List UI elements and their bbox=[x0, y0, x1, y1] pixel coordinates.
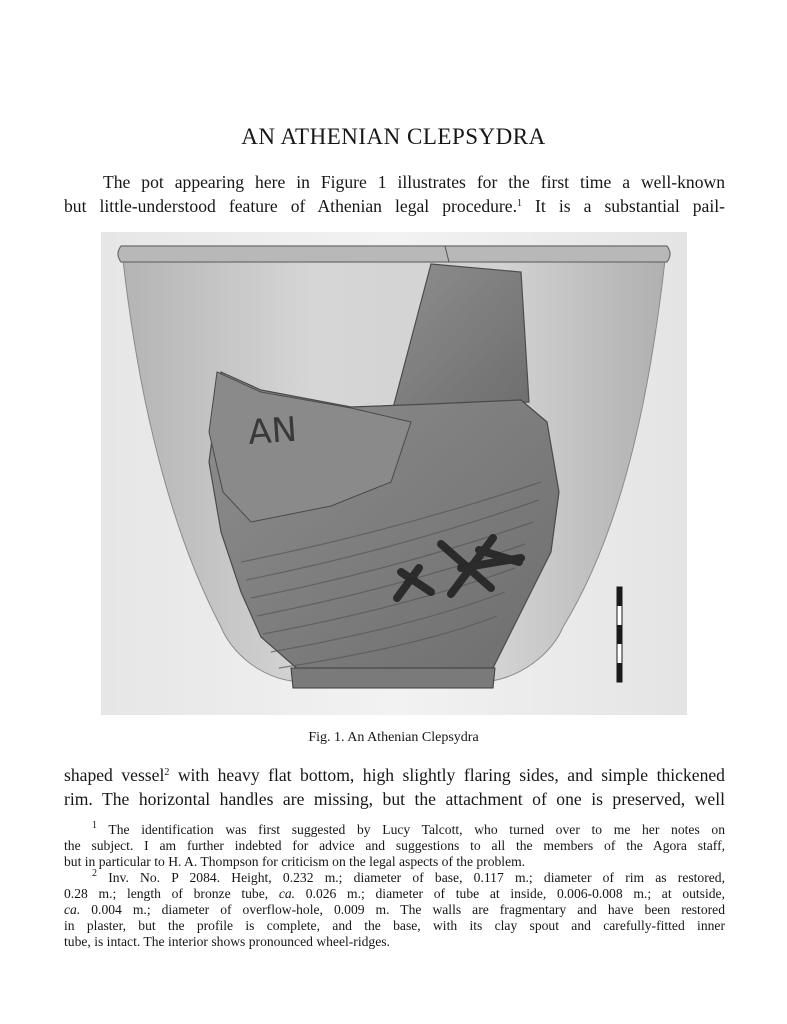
intro-line-2-tail: It is a substantial pail- bbox=[521, 196, 726, 216]
intro-line-2 bbox=[64, 194, 725, 218]
footnote-2-line-2-a: 0.28 m.; length of bronze tube, bbox=[64, 886, 279, 901]
footnote-2-marker: 2 bbox=[92, 868, 97, 879]
intro-paragraph bbox=[64, 170, 725, 218]
footnote-1-line-1 bbox=[64, 822, 725, 838]
article-title: AN ATHENIAN CLEPSYDRA bbox=[241, 124, 546, 149]
footnote-1-line-1-text: The identification was first suggested by Lucy Talcott, who turned over to me her notes on bbox=[108, 822, 725, 837]
footnote-2-ca-1: ca. bbox=[278, 886, 296, 901]
footnote-2-line-4: in plaster, but the profile is complete, and the base, with its clay spout and carefully-fitted inner bbox=[64, 918, 725, 933]
clepsydra-photo bbox=[101, 232, 687, 715]
vessel-base bbox=[291, 668, 495, 688]
footnote-ref-1: 1 bbox=[516, 198, 522, 209]
intro-line-1: The pot appearing here in Figure 1 illustrates for the first time a well-known bbox=[103, 172, 725, 192]
footnotes bbox=[64, 822, 725, 950]
footnote-2-ca-2: ca. bbox=[64, 902, 81, 917]
footnote-2-line-3 bbox=[64, 902, 725, 918]
footnote-1-line-2: the subject. I am further indebted for advice and suggestions to all the members of the Agora staff, bbox=[64, 838, 725, 853]
footnote-2-line-1-text: Inv. No. P 2084. Height, 0.232 m.; diameter of base, 0.117 m.; diameter of rim as restored, bbox=[108, 870, 725, 885]
continuation-line-1-tail: with heavy flat bottom, high slightly flaring sides, and simple thickened bbox=[169, 765, 725, 785]
footnote-2-line-1 bbox=[64, 870, 725, 886]
continuation-paragraph bbox=[64, 763, 725, 811]
vessel-rim bbox=[118, 246, 670, 262]
continuation-line-1-text: shaped vessel bbox=[64, 765, 165, 785]
footnote-2-line-2-b: 0.026 m.; diameter of tube at inside, 0.006-0.008 m.; at outside, bbox=[295, 886, 725, 901]
footnote-2-line-5: tube, is intact. The interior shows pronounced wheel-ridges. bbox=[64, 934, 390, 949]
clepsydra-illustration bbox=[101, 232, 687, 715]
footnote-2-line-3-b: 0.004 m.; diameter of overflow-hole, 0.009 m. The walls are fragmentary and have been restored bbox=[80, 902, 725, 917]
footnote-ref-2: 2 bbox=[164, 767, 170, 778]
continuation-line-2: rim. The horizontal handles are missing, but the attachment of one is preserved, well bbox=[64, 789, 725, 809]
footnote-1-line-3: but in particular to H. A. Thompson for criticism on the legal aspects of the problem. bbox=[64, 854, 526, 869]
figure-caption: Fig. 1. An Athenian Clepsydra bbox=[308, 730, 479, 745]
footnote-2-line-2 bbox=[64, 886, 725, 902]
scale-bar bbox=[617, 587, 622, 682]
intro-line-2-text: but little-understood feature of Athenian legal procedure. bbox=[64, 196, 517, 216]
footnote-1-marker: 1 bbox=[92, 820, 97, 831]
inscription-text: AN bbox=[246, 409, 299, 453]
continuation-line-1 bbox=[64, 763, 725, 787]
